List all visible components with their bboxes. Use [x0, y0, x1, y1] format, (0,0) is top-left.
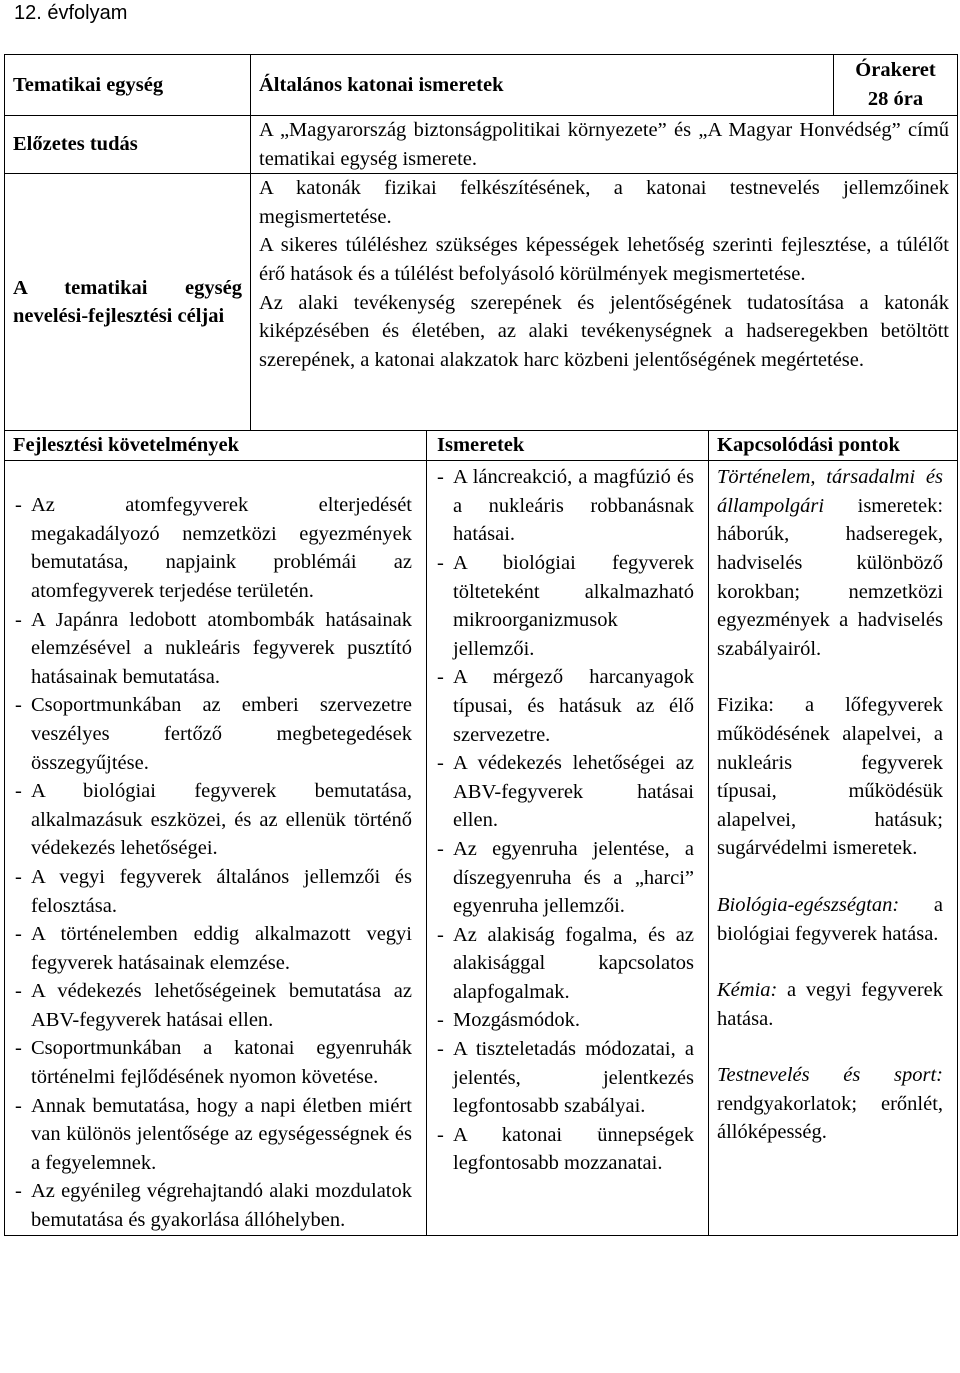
biologia-text: a biológiai fegyverek hatása.: [717, 893, 944, 945]
tortenelem-text: ismeretek: háborúk, hadseregek, hadviselés különböző korokban; nemzetközi egyezmények a hadviselés szabályairól.: [717, 494, 944, 660]
row-celok: [5, 174, 958, 431]
unit-title: Általános katonai ismeretek: [251, 55, 834, 116]
fejlesztesi-item: - A biológiai fegyverek bemutatása, alkalmazásuk eszközei, és az ellenük történő védekezés lehetőségei.: [13, 777, 412, 863]
content-row: [5, 461, 958, 1235]
fejlesztesi-item: - Annak bemutatása, hogy a napi életben miért van különös jelentősége az egységességnek és a fegyelemnek.: [13, 1092, 412, 1178]
kapcsolodas-fizika: Fizika: a lőfegyverek működésének alapelvei, a nukleáris fegyverek típusai, működésük alapelvei, hatásuk; sugárvédelmi ismeretek.: [717, 694, 944, 860]
col-header-ismeretek: Ismeretek: [437, 434, 525, 457]
ismeretek-item: - Az egyenruha jelentése, a díszegyenruha és a „harci” egyenruha jellemzői.: [435, 835, 694, 921]
kapcsolodasi-cell: [709, 461, 958, 1235]
orakeret-value: 28 óra: [867, 88, 924, 110]
biologia-label: Biológia-egészségtan:: [717, 893, 900, 916]
kapcsolodas-kemia: [717, 976, 943, 1033]
fejlesztesi-list: [13, 491, 412, 1234]
celok-paragraph-3: Az alaki tevékenység szerepének és jelentőségének tudatosítása a katonák kiképzésében és életében, az alaki tevékenységnek a hadseregekben betöltött szerepének, a katonai alakzatok harc közbeni jelentőségének megértetése.: [259, 291, 950, 371]
testneveles-label: Testnevelés és sport:: [717, 1064, 944, 1087]
col-header-fejlesztesi: Fejlesztési követelmények: [5, 431, 427, 461]
celok-paragraph-1: A katonák fizikai felkészítésének, a katonai testnevelés jellemzőinek megismertetése.: [259, 177, 950, 228]
kemia-text: a vegyi fegyverek hatása.: [717, 979, 944, 1030]
fejlesztesi-item: - A vegyi fegyverek általános jellemzői és felosztása.: [13, 863, 412, 920]
elozetes-tudas-text: A „Magyarország biztonságpolitikai környezete” és „A Magyar Honvédség” című tematikai egység ismerete.: [251, 116, 958, 174]
row-elozetes-tudas: [5, 116, 958, 174]
fejlesztesi-item: - Az atomfegyverek elterjedését megakadályozó nemzetközi egyezmények bemutatása, napjaink problémái az atomfegyverek terjedése területén.: [13, 491, 412, 605]
label-tematikai-egyseg: Tematikai egység: [5, 55, 251, 116]
col-header-kapcsolodasi: Kapcsolódási pontok: [709, 431, 958, 461]
testneveles-text: rendgyakorlatok; erőnlét, állóképesség.: [717, 1092, 944, 1144]
ismeretek-list: [435, 463, 694, 1178]
column-header-row: [5, 431, 958, 461]
ismeretek-item: - A láncreakció, a magfúzió és a nukleáris robbanásnak hatásai.: [435, 463, 694, 549]
kapcsolodas-biologia: [717, 891, 943, 948]
celok-cell: [251, 174, 958, 431]
tortenelem-label: Történelem, társadalmi és állampolgári: [717, 466, 944, 517]
page-header: 12. évfolyam: [14, 2, 128, 24]
curriculum-table: [4, 54, 958, 1236]
ismeretek-item: - A védekezés lehetőségei az ABV-fegyverek hatásai ellen.: [435, 749, 694, 835]
label-celok: A tematikai egység nevelési-fejlesztési céljai: [5, 174, 251, 431]
fejlesztesi-item: - Csoportmunkában a katonai egyenruhák történelmi fejlődésének nyomon követése.: [13, 1034, 412, 1091]
ismeretek-item: - A biológiai fegyverek tölteteként alkalmazható mikroorganizmusok jellemzői.: [435, 549, 694, 663]
orakeret-label: Órakeret: [855, 59, 936, 82]
ismeretek-item: - A katonai ünnepségek legfontosabb mozzanatai.: [435, 1121, 694, 1178]
ismeretek-item: - Mozgásmódok.: [435, 1006, 694, 1035]
fejlesztesi-cell: [5, 461, 427, 1235]
kapcsolodas-tortenelem: [717, 463, 943, 663]
ismeretek-item: - A tiszteletadás módozatai, a jelentés, jelentkezés legfontosabb szabályai.: [435, 1035, 694, 1121]
celok-paragraph-2: A sikeres túléléshez szükséges képességek lehetőség szerinti fejlesztése, a túlélőt érő hatások és a túlélést befolyásoló körülmények megismertetése.: [259, 234, 950, 285]
fejlesztesi-item: - Az egyénileg végrehajtandó alaki mozdulatok bemutatása és gyakorlása állóhelyben.: [13, 1177, 412, 1234]
row-tematikai-egyseg: [5, 55, 958, 116]
fejlesztesi-item: - A történelemben eddig alkalmazott vegyi fegyverek hatásainak elemzése.: [13, 920, 412, 977]
label-elozetes-tudas: Előzetes tudás: [5, 116, 251, 174]
ismeretek-item: - Az alakiság fogalma, és az alakisággal kapcsolatos alapfogalmak.: [435, 921, 694, 1007]
fejlesztesi-item: - Csoportmunkában az emberi szervezetre veszélyes fertőző megbetegedések összegyűjtése.: [13, 691, 412, 777]
kemia-label: Kémia:: [717, 979, 778, 1002]
fejlesztesi-item: - A védekezés lehetőségeinek bemutatása az ABV-fegyverek hatásai ellen.: [13, 977, 412, 1034]
ismeretek-cell: [427, 461, 709, 1235]
kapcsolodas-testneveles: [717, 1061, 943, 1147]
ismeretek-item: - A mérgező harcanyagok típusai, és hatásuk az élő szervezetre.: [435, 663, 694, 749]
orakeret-cell: [834, 55, 958, 116]
fejlesztesi-item: - A Japánra ledobott atombombák hatásainak elemzésével a nukleáris fegyverek pusztító hatásainak bemutatása.: [13, 606, 412, 692]
